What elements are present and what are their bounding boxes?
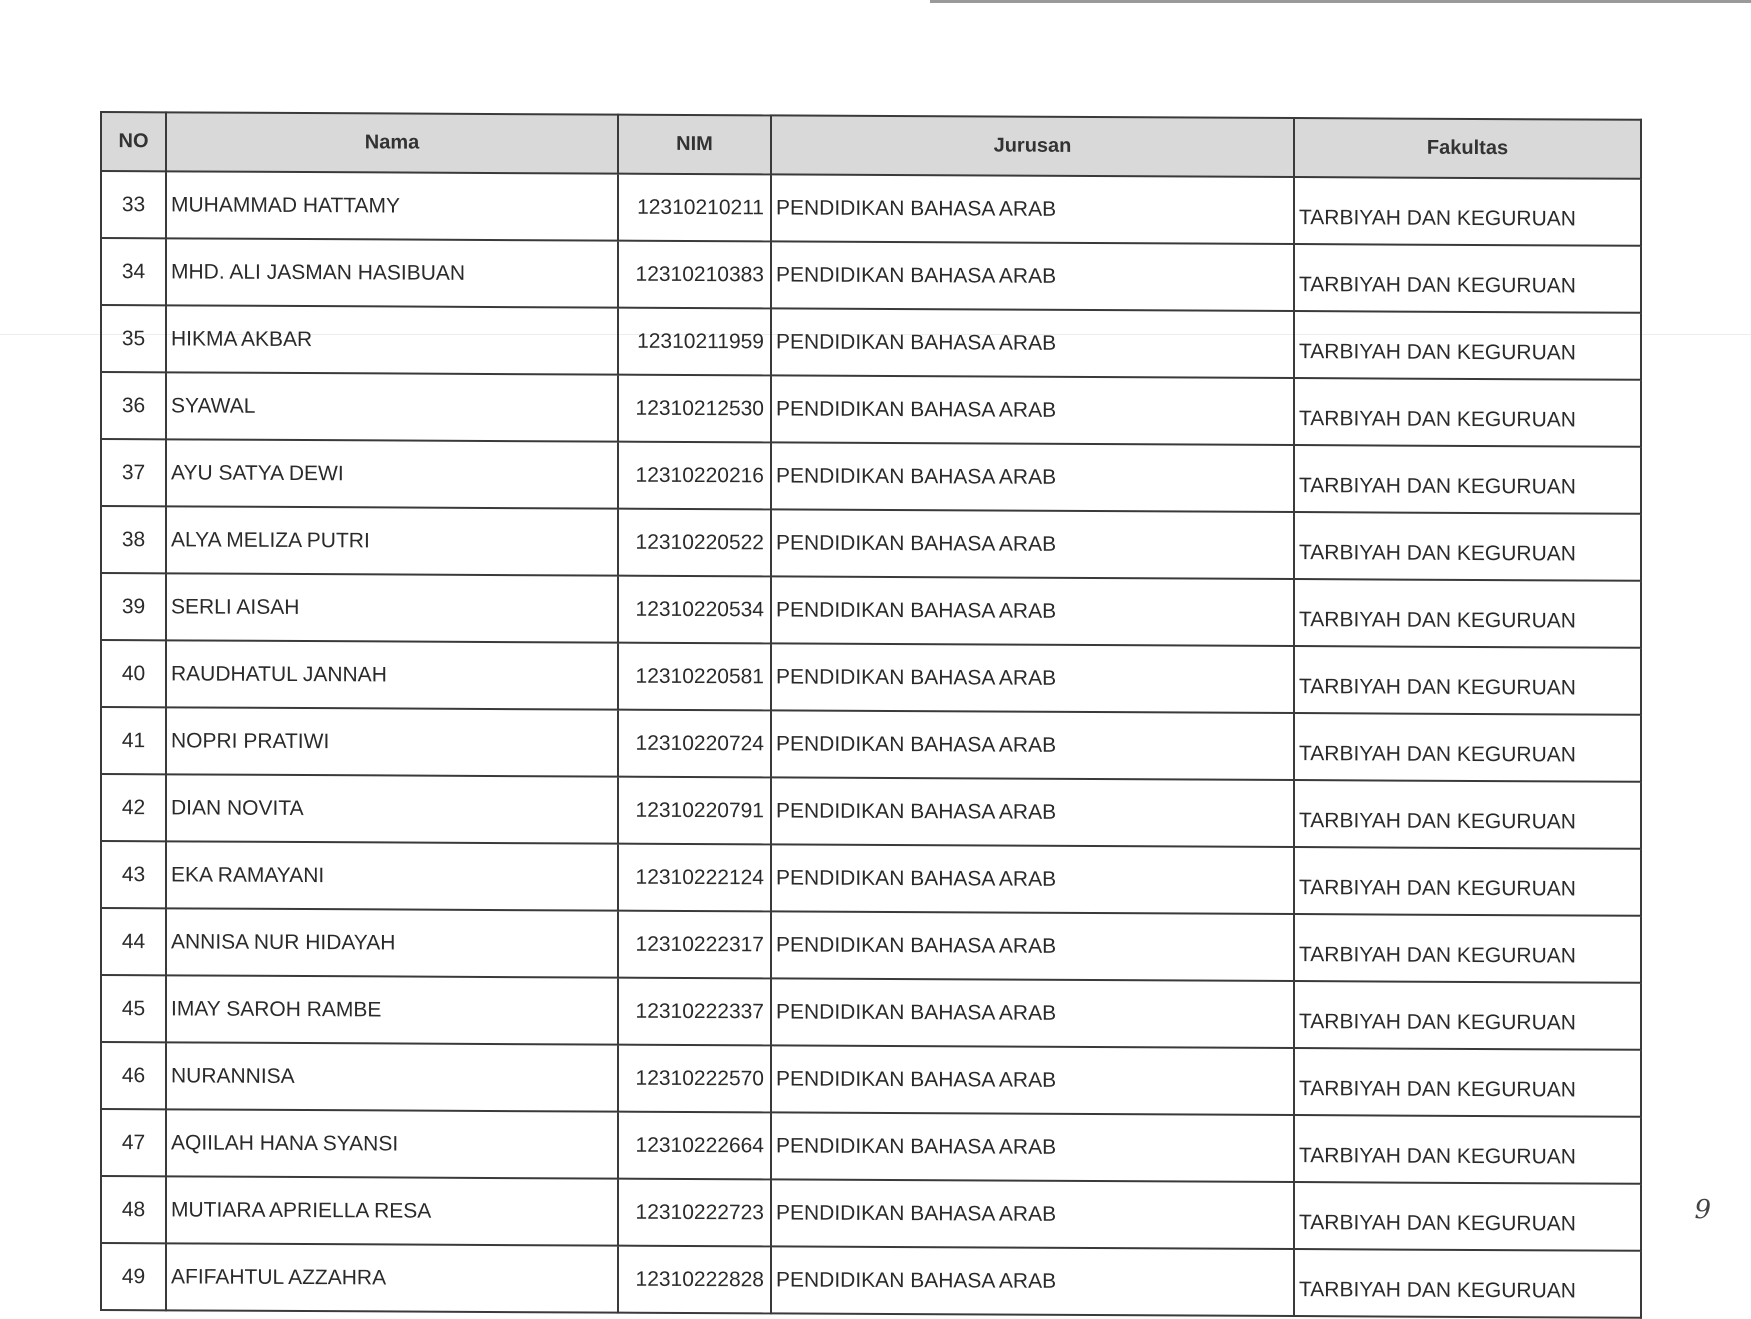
cell-fakultas: TARBIYAH DAN KEGURUAN: [1294, 847, 1641, 916]
table-row: [101, 1243, 1641, 1318]
cell-jurusan: PENDIDIKAN BAHASA ARAB: [771, 1045, 1294, 1115]
cell-fakultas: TARBIYAH DAN KEGURUAN: [1294, 579, 1641, 648]
cell-nim: 12310212530: [618, 375, 771, 443]
cell-nama: SERLI AISAH: [166, 573, 618, 642]
cell-jurusan: PENDIDIKAN BAHASA ARAB: [771, 509, 1294, 579]
cell-nama: HIKMA AKBAR: [166, 305, 618, 374]
cell-nama: SYAWAL: [166, 372, 618, 441]
cell-fakultas: TARBIYAH DAN KEGURUAN: [1294, 780, 1641, 849]
cell-nim: 12310211959: [618, 308, 771, 376]
cell-nim: 12310222664: [618, 1112, 771, 1180]
table-row: [101, 908, 1641, 983]
table-body: [101, 171, 1641, 1318]
cell-jurusan: PENDIDIKAN BAHASA ARAB: [771, 1112, 1294, 1182]
cell-nim: 12310220791: [618, 777, 771, 845]
cell-nim: 12310220522: [618, 509, 771, 577]
cell-fakultas: TARBIYAH DAN KEGURUAN: [1294, 512, 1641, 581]
table-row: [101, 1176, 1641, 1251]
table-header-row: [101, 112, 1641, 179]
cell-fakultas: TARBIYAH DAN KEGURUAN: [1294, 445, 1641, 514]
cell-nim: 12310222317: [618, 911, 771, 979]
cell-nama: DIAN NOVITA: [166, 774, 618, 843]
cell-jurusan: PENDIDIKAN BAHASA ARAB: [771, 1246, 1294, 1316]
cell-jurusan: PENDIDIKAN BAHASA ARAB: [771, 844, 1294, 914]
cell-nama: MUTIARA APRIELLA RESA: [166, 1176, 618, 1245]
cell-jurusan: PENDIDIKAN BAHASA ARAB: [771, 777, 1294, 847]
table-row: [101, 975, 1641, 1050]
cell-jurusan: PENDIDIKAN BAHASA ARAB: [771, 174, 1294, 244]
cell-nim: 12310220724: [618, 710, 771, 778]
cell-nama: IMAY SAROH RAMBE: [166, 975, 618, 1044]
cell-nim: 12310222337: [618, 978, 771, 1046]
cell-nama: ALYA MELIZA PUTRI: [166, 506, 618, 575]
cell-no: 39: [101, 573, 166, 640]
table-row: [101, 238, 1641, 313]
cell-jurusan: PENDIDIKAN BAHASA ARAB: [771, 308, 1294, 378]
cell-no: 42: [101, 774, 166, 841]
cell-nim: 12310222828: [618, 1246, 771, 1314]
table-row: [101, 439, 1641, 514]
table-row: [101, 573, 1641, 648]
cell-jurusan: PENDIDIKAN BAHASA ARAB: [771, 643, 1294, 713]
cell-no: 35: [101, 305, 166, 372]
cell-nama: RAUDHATUL JANNAH: [166, 640, 618, 709]
cell-nama: NURANNISA: [166, 1042, 618, 1111]
header-nim: NIM: [618, 115, 771, 175]
cell-fakultas: TARBIYAH DAN KEGURUAN: [1294, 1249, 1641, 1318]
cell-fakultas: TARBIYAH DAN KEGURUAN: [1294, 1048, 1641, 1117]
cell-nama: AYU SATYA DEWI: [166, 439, 618, 508]
table-row: [101, 1042, 1641, 1117]
table-row: [101, 171, 1641, 246]
cell-nama: AQIILAH HANA SYANSI: [166, 1109, 618, 1178]
cell-jurusan: PENDIDIKAN BAHASA ARAB: [771, 442, 1294, 512]
cell-jurusan: PENDIDIKAN BAHASA ARAB: [771, 710, 1294, 780]
cell-fakultas: TARBIYAH DAN KEGURUAN: [1294, 1182, 1641, 1251]
cell-no: 46: [101, 1042, 166, 1109]
header-no: NO: [101, 112, 166, 171]
cell-no: 40: [101, 640, 166, 707]
cell-fakultas: TARBIYAH DAN KEGURUAN: [1294, 713, 1641, 782]
cell-jurusan: PENDIDIKAN BAHASA ARAB: [771, 1179, 1294, 1249]
cell-jurusan: PENDIDIKAN BAHASA ARAB: [771, 241, 1294, 311]
scan-edge: [930, 0, 1751, 3]
cell-jurusan: PENDIDIKAN BAHASA ARAB: [771, 375, 1294, 445]
cell-jurusan: PENDIDIKAN BAHASA ARAB: [771, 911, 1294, 981]
cell-no: 49: [101, 1243, 166, 1310]
header-nama: Nama: [166, 112, 618, 173]
header-fakultas: Fakultas: [1294, 118, 1641, 179]
table-row: [101, 640, 1641, 715]
cell-nama: EKA RAMAYANI: [166, 841, 618, 910]
cell-nim: 12310222723: [618, 1179, 771, 1247]
cell-no: 34: [101, 238, 166, 305]
table-row: [101, 506, 1641, 581]
document-sheet: [100, 111, 1642, 1319]
cell-fakultas: TARBIYAH DAN KEGURUAN: [1294, 981, 1641, 1050]
table-row: [101, 1109, 1641, 1184]
cell-fakultas: TARBIYAH DAN KEGURUAN: [1294, 311, 1641, 380]
cell-no: 44: [101, 908, 166, 975]
cell-nama: ANNISA NUR HIDAYAH: [166, 908, 618, 977]
cell-nim: 12310222124: [618, 844, 771, 912]
table-row: [101, 841, 1641, 916]
cell-nama: AFIFAHTUL AZZAHRA: [166, 1243, 618, 1312]
cell-no: 48: [101, 1176, 166, 1243]
cell-no: 43: [101, 841, 166, 908]
cell-fakultas: TARBIYAH DAN KEGURUAN: [1294, 1115, 1641, 1184]
cell-nim: 12310220534: [618, 576, 771, 644]
cell-no: 36: [101, 372, 166, 439]
table-row: [101, 372, 1641, 447]
cell-jurusan: PENDIDIKAN BAHASA ARAB: [771, 978, 1294, 1048]
cell-jurusan: PENDIDIKAN BAHASA ARAB: [771, 576, 1294, 646]
table-row: [101, 774, 1641, 849]
cell-nim: 12310222570: [618, 1045, 771, 1113]
cell-nama: MHD. ALI JASMAN HASIBUAN: [166, 238, 618, 307]
cell-nim: 12310220581: [618, 643, 771, 711]
header-jurusan: Jurusan: [771, 115, 1294, 177]
cell-nama: NOPRI PRATIWI: [166, 707, 618, 776]
cell-nim: 12310210383: [618, 241, 771, 309]
cell-nim: 12310210211: [618, 174, 771, 242]
cell-fakultas: TARBIYAH DAN KEGURUAN: [1294, 177, 1641, 246]
cell-no: 41: [101, 707, 166, 774]
cell-fakultas: TARBIYAH DAN KEGURUAN: [1294, 244, 1641, 313]
cell-no: 37: [101, 439, 166, 506]
table-row: [101, 305, 1641, 380]
cell-fakultas: TARBIYAH DAN KEGURUAN: [1294, 646, 1641, 715]
cell-fakultas: TARBIYAH DAN KEGURUAN: [1294, 378, 1641, 447]
cell-nim: 12310220216: [618, 442, 771, 510]
table-row: [101, 707, 1641, 782]
page-mark: 9: [1694, 1195, 1711, 1225]
cell-no: 47: [101, 1109, 166, 1176]
student-table: [100, 111, 1642, 1319]
cell-nama: MUHAMMAD HATTAMY: [166, 171, 618, 240]
cell-no: 33: [101, 171, 166, 238]
cell-fakultas: TARBIYAH DAN KEGURUAN: [1294, 914, 1641, 983]
cell-no: 45: [101, 975, 166, 1042]
cell-no: 38: [101, 506, 166, 573]
